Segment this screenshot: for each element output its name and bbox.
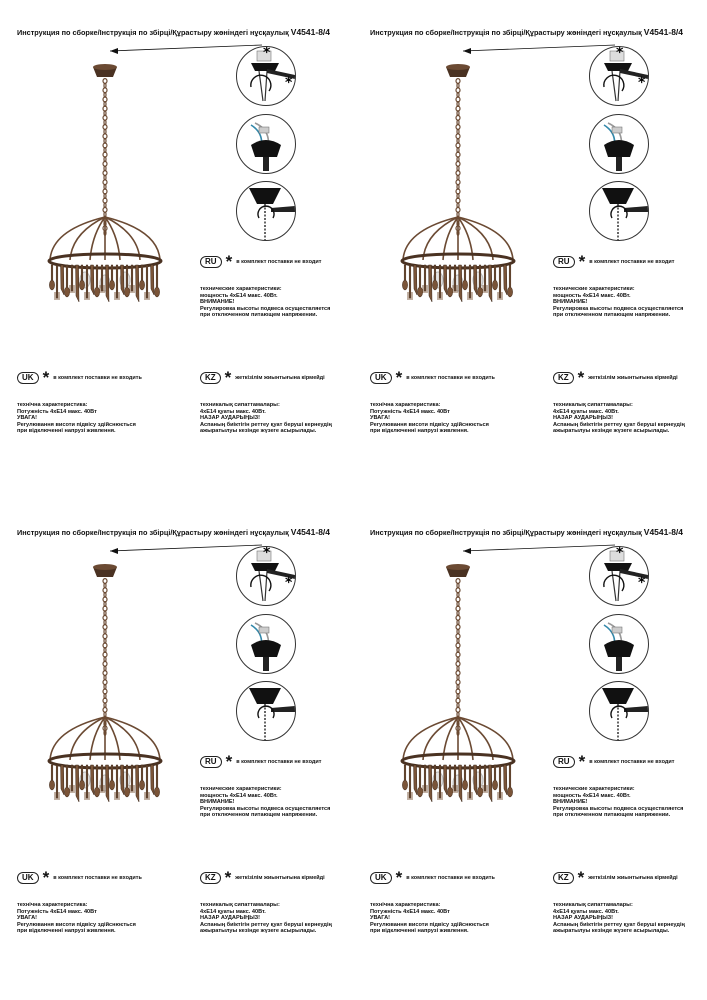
uk-specs: технічна характеристика: Потужність 4xE14 макс. 40Вт УВАГА! Регулювання висоти підвісу здійснюється при відключенні напрузі живлення. <box>17 402 136 434</box>
chandelier-image <box>30 55 180 355</box>
instruction-panel <box>353 0 706 500</box>
star-icon: * <box>578 252 586 271</box>
kz-specs: техникалық сипаттамалары: 4xE14 қуаты макс. 40Вт. НАЗАР АУДАРЫҢЫЗ! Аспаның биіктігін реттеу қуат беруші кернеудің ажыратылуы кезінде жүзеге асырылады. <box>553 402 685 434</box>
kz-note <box>200 368 325 387</box>
uk-note <box>17 868 142 887</box>
svg-text:*: * <box>616 547 624 561</box>
star-icon: * <box>42 868 50 887</box>
title-text: Инструкция по сборке/Інструкція по збірці/Құрастыру жөніндегі нұсқаулық <box>370 28 642 37</box>
star-icon: * <box>578 752 586 771</box>
uk-specs: технічна характеристика: Потужність 4xE14 макс. 40Вт УВАГА! Регулювання висоти підвісу здійснюється при відключенні напрузі живлення. <box>370 402 489 434</box>
star-icon: * <box>225 252 233 271</box>
svg-text:*: * <box>616 47 624 61</box>
step-3-illustration <box>236 181 296 241</box>
chandelier-image <box>30 555 180 855</box>
uk-not-included: в комплект поставки не входить <box>406 875 495 881</box>
uk-badge: UK <box>17 872 39 884</box>
uk-note <box>370 368 495 387</box>
star-icon: * <box>225 752 233 771</box>
svg-text:*: * <box>263 547 271 561</box>
step-2-illustration <box>236 114 296 174</box>
kz-badge: KZ <box>200 372 221 384</box>
uk-badge: UK <box>370 872 392 884</box>
model-code: V4541-8/4 <box>290 527 331 537</box>
title-text: Инструкция по сборке/Інструкція по збірці/Құрастыру жөніндегі нұсқаулық <box>17 28 289 37</box>
ru-not-included: в комплект поставки не входит <box>589 759 675 765</box>
ru-badge: RU <box>553 756 575 768</box>
star-icon: * <box>42 368 50 387</box>
star-icon: * <box>224 368 232 387</box>
kz-badge: KZ <box>200 872 221 884</box>
step-1-illustration <box>589 46 649 106</box>
uk-note <box>370 868 495 887</box>
kz-note <box>553 368 678 387</box>
kz-not-included: жеткізілім жиынтығына кірмейді <box>235 875 325 881</box>
kz-specs: техникалық сипаттамалары: 4xE14 қуаты макс. 40Вт. НАЗАР АУДАРЫҢЫЗ! Аспаның биіктігін реттеу қуат беруші кернеудің ажыратылуы кезінде жүзеге асырылады. <box>200 902 332 934</box>
uk-badge: UK <box>17 372 39 384</box>
ru-note <box>200 252 322 271</box>
kz-not-included: жеткізілім жиынтығына кірмейді <box>235 375 325 381</box>
star-icon: * <box>224 868 232 887</box>
kz-badge: KZ <box>553 872 574 884</box>
instruction-panel <box>0 500 353 1000</box>
step-2-illustration <box>589 114 649 174</box>
svg-text:*: * <box>285 75 293 91</box>
uk-note <box>17 368 142 387</box>
star-icon: * <box>395 868 403 887</box>
ru-not-included: в комплект поставки не входит <box>236 259 322 265</box>
step-1-illustration <box>236 46 296 106</box>
step-3-illustration <box>589 181 649 241</box>
ru-badge: RU <box>200 256 222 268</box>
star-icon: * <box>577 868 585 887</box>
model-code: V4541-8/4 <box>643 27 684 37</box>
uk-specs: технічна характеристика: Потужність 4xE14 макс. 40Вт УВАГА! Регулювання висоти підвісу здійснюється при відключенні напрузі живлення. <box>17 902 136 934</box>
kz-not-included: жеткізілім жиынтығына кірмейді <box>588 875 678 881</box>
kz-badge: KZ <box>553 372 574 384</box>
step-2-illustration <box>589 614 649 674</box>
instruction-panel <box>353 500 706 1000</box>
model-code: V4541-8/4 <box>643 527 684 537</box>
ru-note <box>553 752 675 771</box>
ru-specs: технические характеристики: мощность 4xE14 макс. 40Вт. ВНИМАНИЕ! Регулировка высоты подвеса осуществляется при отключенном питающем напряжении. <box>200 786 331 818</box>
kz-specs: техникалық сипаттамалары: 4xE14 қуаты макс. 40Вт. НАЗАР АУДАРЫҢЫЗ! Аспаның биіктігін реттеу қуат беруші кернеудің ажыратылуы кезінде жүзеге асырылады. <box>200 402 332 434</box>
chandelier-image <box>383 55 533 355</box>
uk-specs: технічна характеристика: Потужність 4xE14 макс. 40Вт УВАГА! Регулювання висоти підвісу здійснюється при відключенні напрузі живлення. <box>370 902 489 934</box>
ru-note <box>553 252 675 271</box>
step-1-illustration <box>589 546 649 606</box>
svg-text:*: * <box>285 575 293 591</box>
svg-text:*: * <box>638 575 646 591</box>
ru-specs: технические характеристики: мощность 4xE14 макс. 40Вт. ВНИМАНИЕ! Регулировка высоты подвеса осуществляется при отключенном питающем напряжении. <box>553 286 684 318</box>
kz-not-included: жеткізілім жиынтығына кірмейді <box>588 375 678 381</box>
kz-specs: техникалық сипаттамалары: 4xE14 қуаты макс. 40Вт. НАЗАР АУДАРЫҢЫЗ! Аспаның биіктігін реттеу қуат беруші кернеудің ажыратылуы кезінде жүзеге асырылады. <box>553 902 685 934</box>
uk-not-included: в комплект поставки не входить <box>53 375 142 381</box>
uk-badge: UK <box>370 372 392 384</box>
uk-not-included: в комплект поставки не входить <box>53 875 142 881</box>
step-1-illustration <box>236 546 296 606</box>
ru-badge: RU <box>200 756 222 768</box>
chandelier-image <box>383 555 533 855</box>
ru-note <box>200 752 322 771</box>
title-text: Инструкция по сборке/Інструкція по збірці/Құрастыру жөніндегі нұсқаулық <box>17 528 289 537</box>
ru-badge: RU <box>553 256 575 268</box>
ru-not-included: в комплект поставки не входит <box>589 259 675 265</box>
step-3-illustration <box>589 681 649 741</box>
step-2-illustration <box>236 614 296 674</box>
kz-note <box>200 868 325 887</box>
svg-text:*: * <box>263 47 271 61</box>
svg-text:*: * <box>638 75 646 91</box>
uk-not-included: в комплект поставки не входить <box>406 375 495 381</box>
star-icon: * <box>577 368 585 387</box>
kz-note <box>553 868 678 887</box>
step-3-illustration <box>236 681 296 741</box>
title-text: Инструкция по сборке/Інструкція по збірці/Құрастыру жөніндегі нұсқаулық <box>370 528 642 537</box>
ru-specs: технические характеристики: мощность 4xE14 макс. 40Вт. ВНИМАНИЕ! Регулировка высоты подвеса осуществляется при отключенном питающем напряжении. <box>553 786 684 818</box>
star-icon: * <box>395 368 403 387</box>
model-code: V4541-8/4 <box>290 27 331 37</box>
ru-not-included: в комплект поставки не входит <box>236 759 322 765</box>
ru-specs: технические характеристики: мощность 4xE14 макс. 40Вт. ВНИМАНИЕ! Регулировка высоты подвеса осуществляется при отключенном питающем напряжении. <box>200 286 331 318</box>
instruction-panel <box>0 0 353 500</box>
